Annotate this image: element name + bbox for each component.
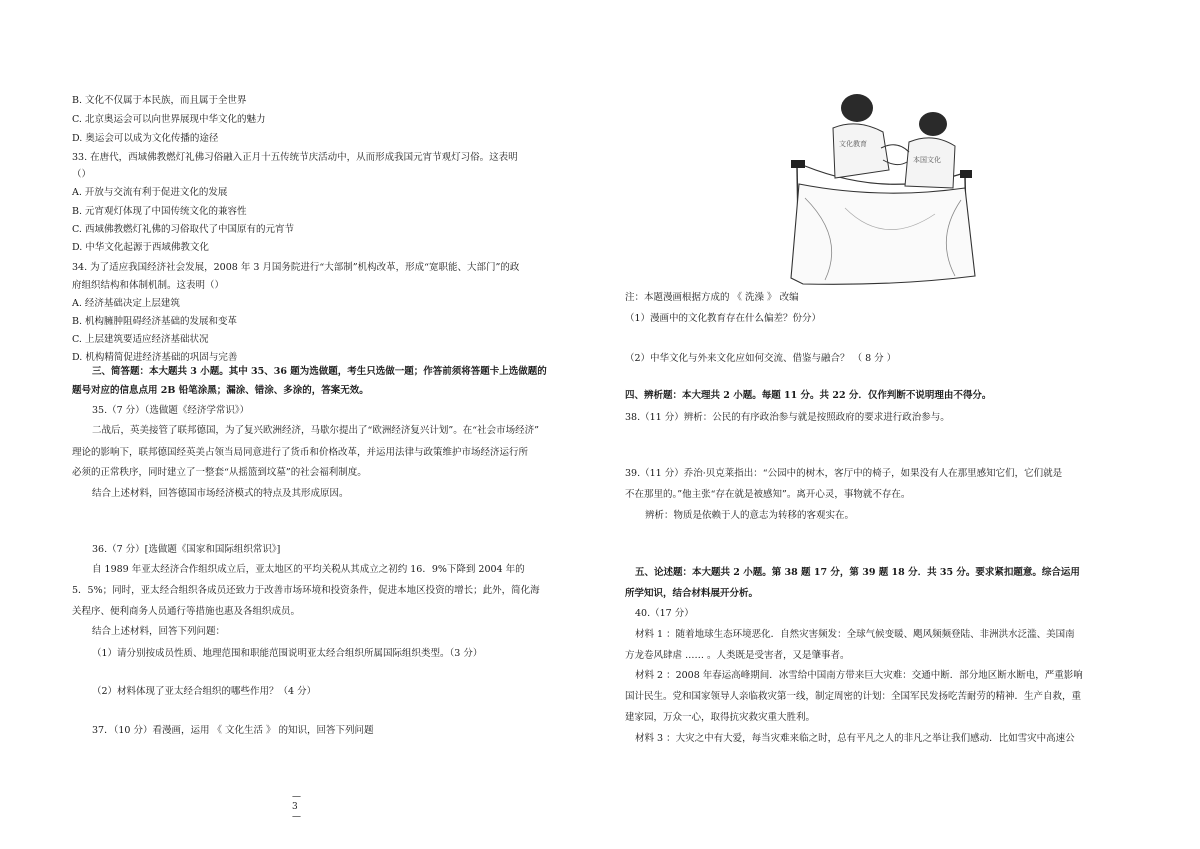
option-a-q33: A. 开放与交流有利于促进文化的发展: [72, 187, 228, 198]
q36-sub-1: （1）请分别按成员性质、地理范围和职能范围说明亚太经合组织所属国际组织类型。（3 分）: [92, 648, 483, 659]
q35-material-2: 理论的影响下，联邦德国经英美占领当局同意进行了货币和价格改革，并运用法律与政策维护市场经济运行所: [72, 447, 529, 458]
option-c-q32: C. 北京奥运会可以向世界展现中华文化的魅力: [72, 114, 266, 125]
q37-sub-2: （2）中华文化与外来文化应如何交流、借鉴与融合？ （ 8 分 ）: [625, 353, 897, 364]
cartoon-sign-right: 本国文化: [913, 156, 941, 164]
option-d-q32: D. 奥运会可以成为文化传播的途径: [72, 133, 219, 144]
q37-sub-1: （1）漫画中的文化教育存在什么偏差？份分）: [625, 313, 822, 324]
question-36: 36.（7 分）[选做题《国家和国际组织常识》]: [92, 544, 281, 555]
q36-material-3: 关程序、便利商务人员通行等措施也惠及各组织成员。: [72, 606, 301, 617]
question-34: 34. 为了适应我国经济社会发展，2008 年 3 月国务院进行“大部制”机构改革，形成“宽职能、大部门”的政: [72, 262, 520, 273]
option-b-q34: B. 机构臃肿阻碍经济基础的发展和变革: [72, 316, 238, 327]
material-2-cont-1: 国计民生。党和国家领导人亲临救灾第一线，制定周密的计划：全国军民发扬吃苦耐劳的精神．生产自救，重: [625, 691, 1082, 702]
section-3-heading-cont: 题号对应的信息点用 2B 铅笔涂黑；漏涂、错涂、多涂的，答案无效。: [72, 385, 369, 396]
option-c-q34: C. 上层建筑要适应经济基础状况: [72, 334, 209, 345]
cartoon-sign-left: 文化教育: [839, 140, 867, 148]
option-a-q34: A. 经济基础决定上层建筑: [72, 298, 180, 309]
option-c-q33: C. 西域佛教燃灯礼佛的习俗取代了中国原有的元宵节: [72, 224, 294, 235]
question-34-cont: 府组织结构和体制机制。这表明（）: [72, 280, 225, 291]
q35-material-1: 二战后，英美接管了联邦德国，为了复兴欧洲经济，马歇尔提出了“欧洲经济复兴计划”。在“社会市场经济”: [92, 425, 539, 436]
option-d-q34: D. 机构精简促进经济基础的巩固与完善: [72, 352, 238, 363]
q36-material-2: 5．5%；同时，亚太经合组织各成员还致力于改善市场环境和投资条件，促进本地区投资的增长；此外，简化海: [72, 585, 540, 596]
cartoon-bath-image: [785, 88, 985, 290]
question-39-cont: 不在那里的。”他主张“存在就是被感知”。离开心灵，事物就不存在。: [625, 489, 911, 500]
question-38: 38.（11 分）辨析：公民的有序政治参与就是按照政府的要求进行政治参与。: [625, 412, 950, 423]
material-1: 材料 1 ：随着地球生态环境恶化．自然灾害频发：全球气候变暖、飓风频频登陆、非洲洪水泛滥、美国南: [635, 629, 1075, 640]
section-3-heading: 三、简答题：本大题共 3 小题。其中 35、36 题为选做题，考生只选做一题；作答前须将答题卡上选做题的: [92, 366, 547, 377]
page-number: —3—: [292, 792, 301, 822]
question-39: 39.（11 分）乔治·贝克莱指出：“公园中的树木，客厅中的椅子，如果没有人在那里感知它们，它们就是: [625, 468, 1063, 479]
question-39-analysis: 辨析：物质是依赖于人的意志为转移的客观实在。: [645, 510, 855, 521]
section-5-heading: 五、论述题：本大题共 2 小题。第 38 题 17 分，第 39 题 18 分．共 35 分。要求紧扣题意。综合运用: [635, 567, 1080, 578]
q36-sub-2: （2）材料体现了亚太经合组织的哪些作用？（4 分）: [92, 686, 317, 697]
question-37: 37．（10 分）看漫画，运用 《 文化生活 》 的知识，回答下列问题: [92, 725, 374, 736]
q35-material-3: 必须的正常秩序，同时建立了一整套“从摇篮到坟墓”的社会福利制度。: [72, 467, 367, 478]
cartoon-note: 注：本题漫画根据方成的 《 洗澡 》 改编: [625, 292, 799, 303]
material-1-cont: 方龙卷风肆虐 …… 。人类既是受害者，又是肇事者。: [625, 650, 850, 661]
q35-prompt: 结合上述材料，回答德国市场经济模式的特点及其形成原因。: [92, 488, 349, 499]
option-d-q33: D. 中华文化起源于西域佛教文化: [72, 242, 209, 253]
q36-material-1: 自 1989 年亚太经济合作组织成立后，亚太地区的平均关税从其成立之初约 16．9%下降到 2004 年的: [92, 564, 525, 575]
question-33: 33. 在唐代，西域佛教燃灯礼佛习俗融入正月十五传统节庆活动中，从而形成我国元宵节观灯习俗。这表明: [72, 152, 518, 163]
material-3: 材料 3 ：大灾之中有大爱，每当灾难来临之时，总有平凡之人的非凡之举让我们感动．比如雪灾中高速公: [635, 733, 1075, 744]
option-b-q32: B. 文化不仅属于本民族，而且属于全世界: [72, 95, 247, 106]
material-2: 材料 2 ：2008 年春运高峰期间．冰雪给中国南方带来巨大灾难：交通中断．部分地区断水断电，严重影响: [635, 670, 1083, 681]
section-4-heading: 四、辨析题：本大理共 2 小题。每题 11 分。共 22 分．仅作判断不说明理由不得分。: [625, 390, 992, 401]
question-35: 35.（7 分）（选做题《经济学常识》）: [92, 405, 250, 416]
option-b-q33: B. 元宵观灯体现了中国传统文化的兼容性: [72, 206, 247, 217]
material-2-cont-2: 建家园，万众一心，取得抗灾救灾重大胜利。: [625, 712, 816, 723]
section-5-heading-cont: 所学知识，结合材料展开分析。: [625, 588, 759, 599]
question-40: 40.（17 分）: [635, 608, 694, 619]
question-33-blank: （）: [72, 169, 92, 180]
q36-prompt: 结合上述材料，回答下列问题：: [92, 626, 226, 637]
